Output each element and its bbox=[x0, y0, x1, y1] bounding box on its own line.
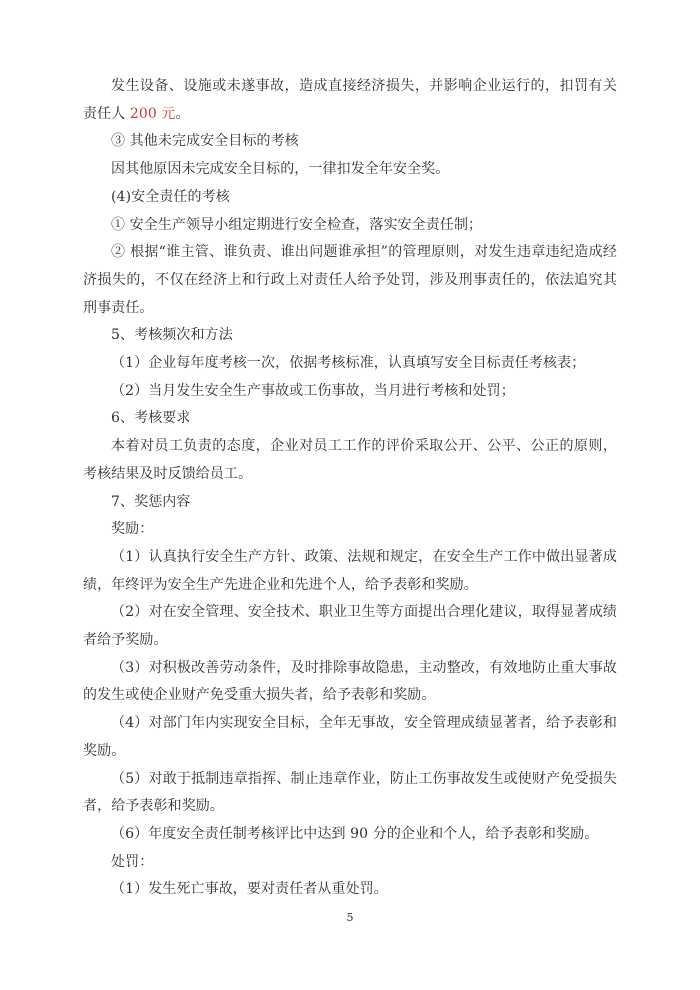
label-punishments: 处罚： bbox=[111, 853, 154, 870]
page-number: 5 bbox=[346, 911, 354, 924]
heading-section7-rewards-punishments: 7、奖惩内容 bbox=[111, 493, 191, 510]
para-reward-6-annual-score-90: （6）年度安全责任制考核评比中达到 90 分的企业和个人，给予表彰和奖励。 bbox=[111, 825, 599, 842]
para-6-fairness-principle: 本着对员工负责的态度，企业对员工工作的评价采取公开、公平、公正的原则，考核结果及时反馈给员工。 bbox=[83, 438, 617, 482]
para-punishment-1-fatal-accident: （1）发生死亡事故，要对责任者从重处罚。 bbox=[111, 881, 388, 898]
para-reward-1-policy-execution: （1）认真执行安全生产方针、政策、法规和规定，在安全生产工作中做出显著成绩，年终评为安全生产先进企业和先进个人，给予表彰和奖励。 bbox=[83, 548, 617, 593]
heading-section6-assessment-requirements: 6、考核要求 bbox=[111, 410, 191, 427]
para-reward-2-rationalization-suggestions: （2）对在安全管理、安全技术、职业卫生等方面提出合理化建议，取得显著成绩者给予奖励。 bbox=[83, 604, 617, 649]
para-5-2-monthly-assessment: （2）当月发生安全生产事故或工伤事故，当月进行考核和处罚； bbox=[111, 382, 515, 399]
para-item2-management-principle: ② 根据“谁主管、谁负责、谁出问题谁承担”的管理原则，对发生违章违纪造成经济损失的，不仅在经济上和行政上对责任人给予处罚，涉及刑事责任的，依法追究其刑事责任。 bbox=[83, 244, 617, 316]
penalty-amount-highlight: 200 元 bbox=[129, 105, 176, 122]
para-accident-penalty bbox=[83, 73, 617, 128]
page-content bbox=[83, 73, 617, 904]
heading-section5-assessment-frequency: 5、考核频次和方法 bbox=[111, 327, 233, 344]
para-accident-penalty-period: 。 bbox=[175, 105, 190, 122]
heading-section4-safety-responsibility: (4)安全责任的考核 bbox=[111, 188, 230, 205]
para-reward-4-department-targets: （4）对部门年内实现安全目标，全年无事故，安全管理成绩显著者，给予表彰和奖励。 bbox=[83, 715, 617, 759]
para-item1-leadership-inspection: ① 安全生产领导小组定期进行安全检查，落实安全责任制； bbox=[111, 216, 483, 233]
para-other-unmet-targets: 因其他原因未完成安全目标的，一律扣发全年安全奖。 bbox=[111, 161, 450, 178]
para-5-1-annual-assessment: （1）企业每年度考核一次，依据考核标准，认真填写安全目标责任考核表； bbox=[111, 355, 586, 372]
para-accident-penalty-text: 发生设备、设施或未遂事故，造成直接经济损失，并影响企业运行的，扣罚有关责任人 bbox=[83, 78, 617, 122]
heading-item3-other-unmet-targets: ③ 其他未完成安全目标的考核 bbox=[111, 133, 299, 150]
para-reward-3-hazard-elimination: （3）对积极改善劳动条件，及时排除事故隐患，主动整改，有效地防止重大事故的发生或使企业财产免受重大损失者，给予表彰和奖励。 bbox=[83, 659, 617, 704]
para-reward-5-violation-resistance: （5）对敢于抵制违章指挥、制止违章作业，防止工伤事故发生或使财产免受损失者，给予表彰和奖励。 bbox=[83, 770, 617, 815]
label-rewards: 奖励： bbox=[111, 521, 154, 538]
